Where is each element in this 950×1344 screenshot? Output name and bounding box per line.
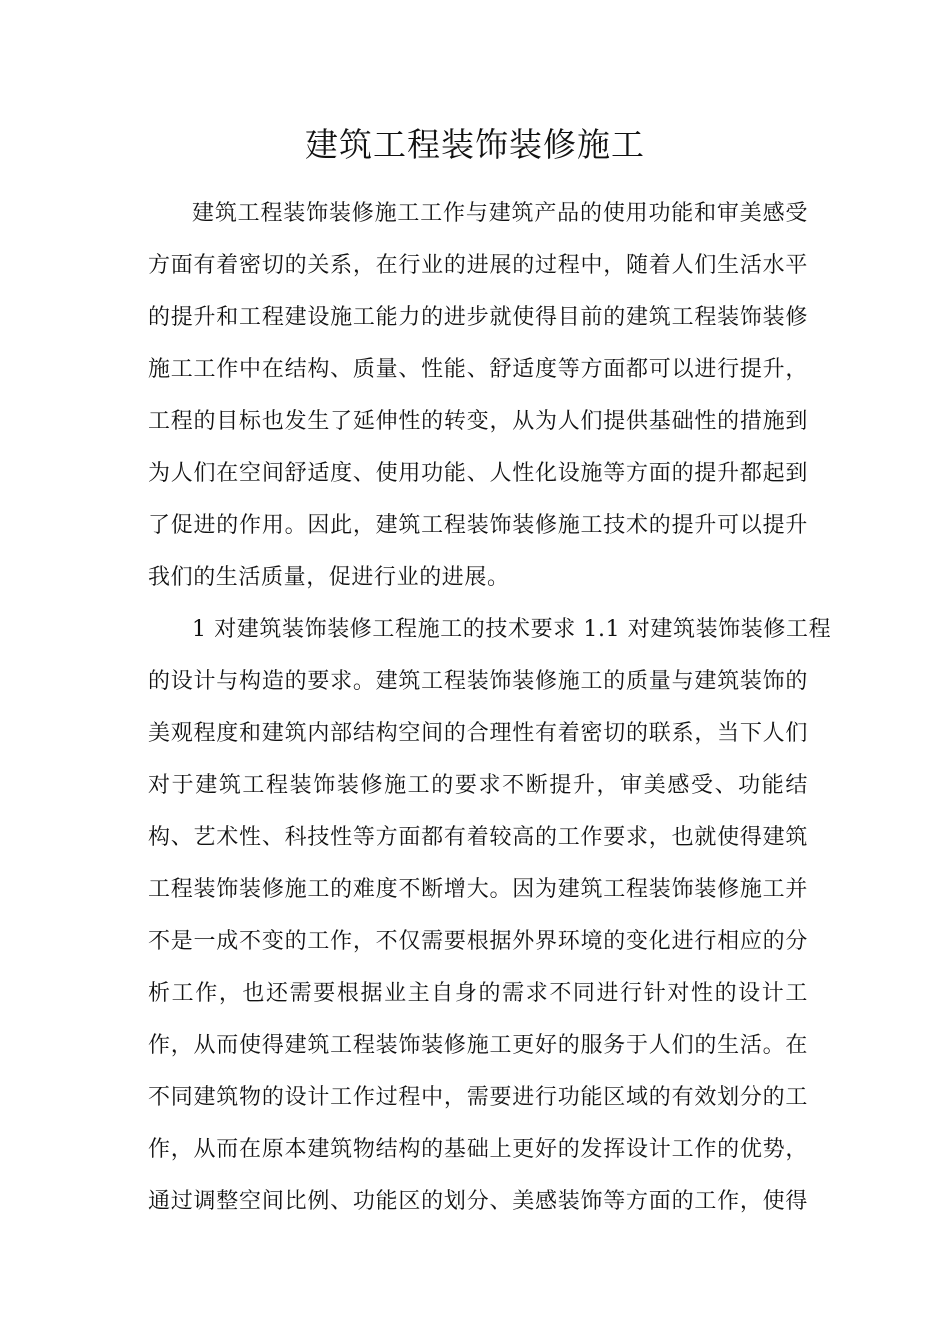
paragraph-1-line: 工程的目标也发生了延伸性的转变，从为人们提供基础性的措施到 — [148, 409, 808, 434]
paragraph-1-line: 方面有着密切的关系，在行业的进展的过程中，随着人们生活水平 — [148, 253, 808, 278]
paragraph-2-line: 对于建筑工程装饰装修施工的要求不断提升，审美感受、功能结 — [148, 773, 808, 798]
paragraph-2-line: 析工作，也还需要根据业主自身的需求不同进行针对性的设计工 — [148, 981, 808, 1006]
paragraph-1-line: 了促进的作用。因此，建筑工程装饰装修施工技术的提升可以提升 — [148, 513, 808, 538]
paragraph-2-line: 通过调整空间比例、功能区的划分、美感装饰等方面的工作，使得 — [148, 1189, 808, 1214]
paragraph-2-line: 构、艺术性、科技性等方面都有着较高的工作要求，也就使得建筑 — [148, 825, 808, 850]
paragraph-1-line: 为人们在空间舒适度、使用功能、人性化设施等方面的提升都起到 — [148, 461, 808, 486]
paragraph-2-line: 作，从而在原本建筑物结构的基础上更好的发挥设计工作的优势， — [148, 1137, 808, 1162]
paragraph-1-line: 建筑工程装饰装修施工工作与建筑产品的使用功能和审美感受 — [192, 201, 808, 226]
paragraph-2-line: 不是一成不变的工作，不仅需要根据外界环境的变化进行相应的分 — [148, 929, 808, 954]
paragraph-2-line: 不同建筑物的设计工作过程中，需要进行功能区域的有效划分的工 — [148, 1085, 808, 1110]
paragraph-2-line: 美观程度和建筑内部结构空间的合理性有着密切的联系，当下人们 — [148, 721, 808, 746]
document-title: 建筑工程装饰装修施工 — [305, 125, 645, 164]
paragraph-2-line: 1 对建筑装饰装修工程施工的技术要求 1.1 对建筑装饰装修工程 — [192, 617, 832, 642]
paragraph-2-line: 工程装饰装修施工的难度不断增大。因为建筑工程装饰装修施工并 — [148, 877, 808, 902]
paragraph-1-line: 我们的生活质量，促进行业的进展。 — [148, 565, 510, 590]
paragraph-1-line: 施工工作中在结构、质量、性能、舒适度等方面都可以进行提升， — [148, 357, 808, 382]
paragraph-2-line: 的设计与构造的要求。建筑工程装饰装修施工的质量与建筑装饰的 — [148, 669, 808, 694]
paragraph-2-line: 作，从而使得建筑工程装饰装修施工更好的服务于人们的生活。在 — [148, 1033, 808, 1058]
paragraph-1-line: 的提升和工程建设施工能力的进步就使得目前的建筑工程装饰装修 — [148, 305, 808, 330]
